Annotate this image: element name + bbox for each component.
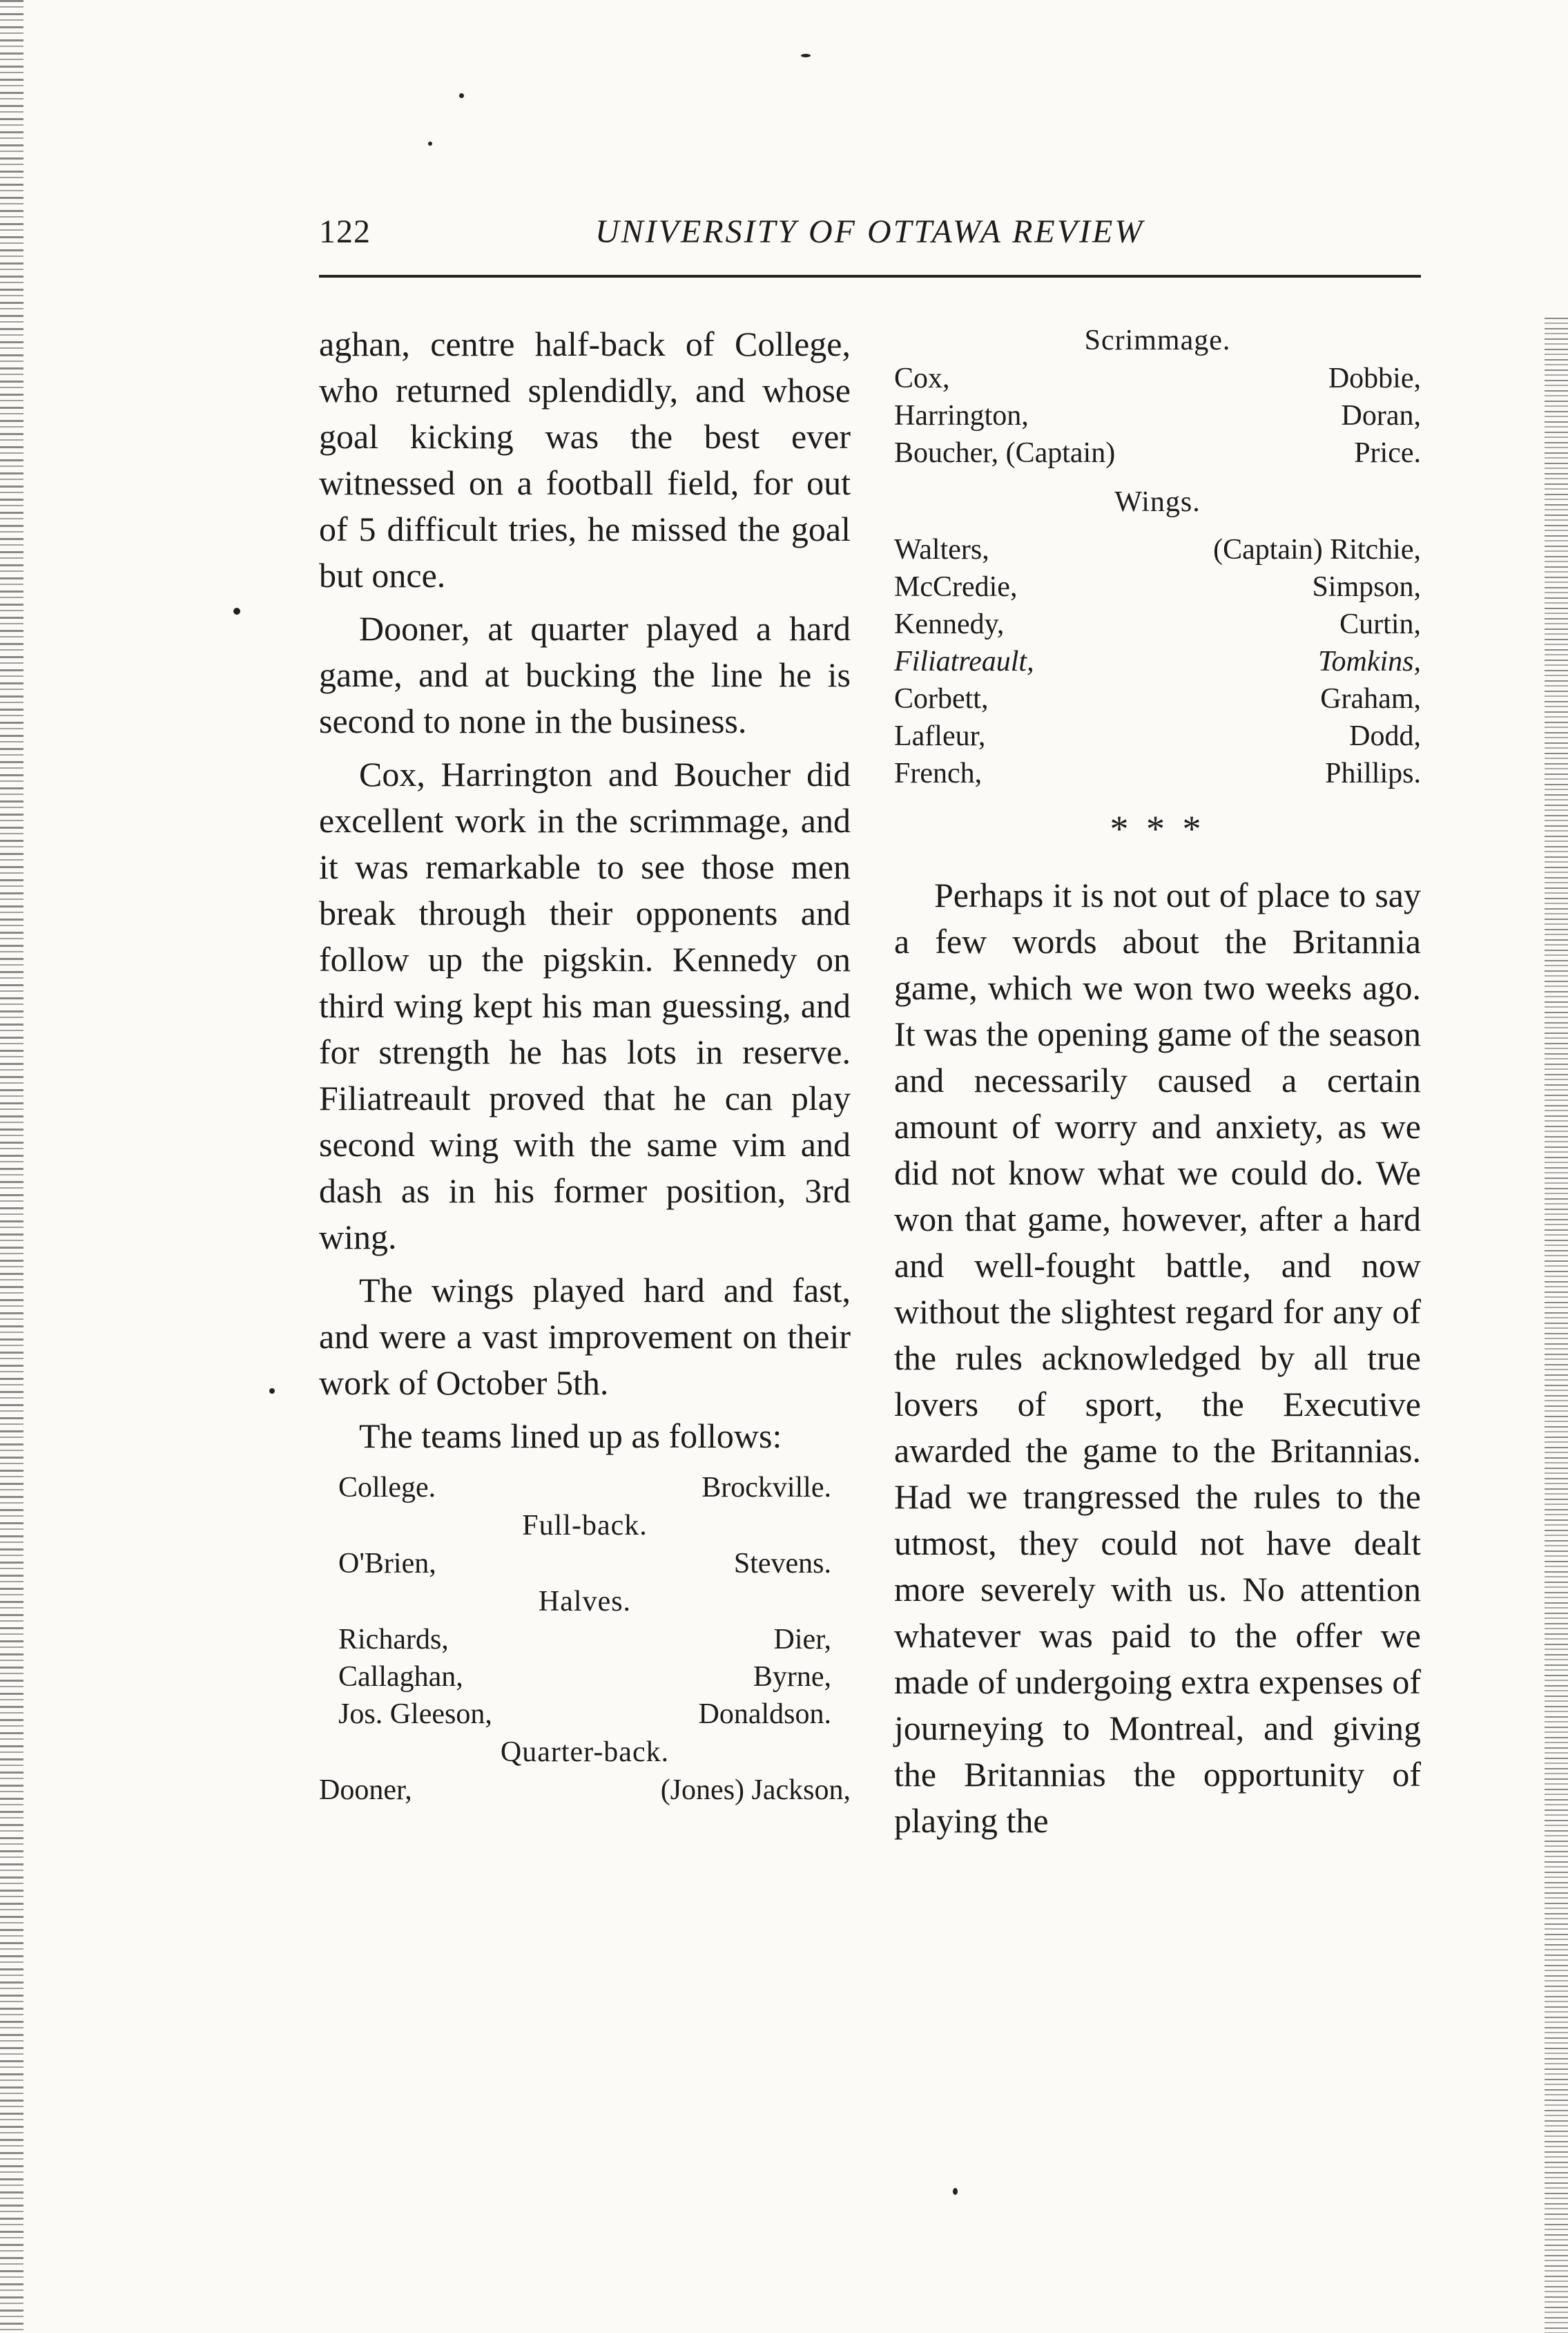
player-right: Doran, bbox=[1341, 400, 1421, 432]
lineup-row bbox=[894, 360, 1421, 397]
lineup-row bbox=[338, 1621, 831, 1658]
scan-edge-left bbox=[0, 0, 23, 2333]
player-right: Curtin, bbox=[1339, 608, 1421, 640]
lineup-row bbox=[894, 568, 1421, 606]
lineup-row bbox=[894, 606, 1421, 643]
paragraph: The teams lined up as follows: bbox=[359, 1417, 782, 1455]
lineup-row bbox=[894, 755, 1421, 792]
left-column bbox=[319, 321, 851, 1809]
position-heading: Halves. bbox=[538, 1586, 632, 1617]
player-left: Lafleur, bbox=[894, 720, 986, 752]
lineup-row bbox=[894, 680, 1421, 718]
player-right: Dobbie, bbox=[1328, 363, 1421, 394]
lineup-row bbox=[894, 397, 1421, 434]
scan-speck bbox=[233, 608, 240, 615]
player-left: Harrington, bbox=[894, 400, 1029, 432]
player-left: Callaghan, bbox=[338, 1661, 463, 1693]
scan-speck bbox=[428, 142, 432, 146]
player-left: Kennedy, bbox=[894, 608, 1005, 640]
header-rule bbox=[319, 275, 1421, 278]
player-left: Filiatreault, bbox=[894, 646, 1034, 678]
page-header bbox=[319, 207, 1421, 262]
player-right: (Jones) Jackson, bbox=[660, 1774, 851, 1806]
player-left: O'Brien, bbox=[338, 1548, 436, 1580]
lineup-continued bbox=[894, 321, 1421, 792]
scan-speck bbox=[801, 54, 811, 57]
lineup-row bbox=[319, 1772, 851, 1809]
lineup-row bbox=[894, 643, 1421, 680]
scan-speck bbox=[459, 93, 464, 98]
lineup-row bbox=[338, 1658, 831, 1696]
position-heading: Wings. bbox=[1114, 486, 1201, 518]
paragraph: aghan, centre half-back of College, who returned splendidly, and whose goal kicking was the best ever witnessed on a football field, for out of 5 difficult tries, he missed the goal but once. bbox=[319, 325, 851, 595]
running-title: UNIVERSITY OF OTTAWA REVIEW bbox=[595, 213, 1145, 250]
lineup-row bbox=[894, 718, 1421, 755]
page-number: 122 bbox=[319, 213, 371, 250]
player-right: Dier, bbox=[773, 1624, 831, 1655]
player-left: Jos. Gleeson, bbox=[338, 1698, 492, 1730]
player-left: Boucher, (Captain) bbox=[894, 437, 1116, 469]
team-name: College. bbox=[338, 1472, 436, 1504]
paragraph: Perhaps it is not out of place to say a few words about the Britannia game, which we won two weeks ago. It was the opening game of the season and necessarily caused a certain amount of worry and anxiety, as we did not know what we could do. We won that game, however, after a hard and well-fought battle, and now without the slightest regard for any of the rules acknowledged by all true lovers of sport, the Executive awarded the game to the Britannias. Had we trangressed the rules to the utmost, they could not have dealt more severely with us. No attention whatever was paid to the offer we made of undergoing extra expenses of journeying to Montreal, and giving the Britannias the opportunity of playing the bbox=[894, 876, 1421, 1840]
lineup-row bbox=[894, 434, 1421, 472]
player-right: Donaldson. bbox=[698, 1698, 831, 1730]
team-name: Brockville. bbox=[701, 1472, 831, 1504]
scan-speck bbox=[953, 2188, 958, 2195]
scan-edge-right bbox=[1545, 318, 1568, 2333]
lineup-row bbox=[338, 1545, 831, 1582]
scan-speck bbox=[269, 1388, 275, 1394]
lineup-college-brockville bbox=[319, 1469, 851, 1809]
player-left: Corbett, bbox=[894, 683, 989, 715]
player-right: Phillips. bbox=[1325, 758, 1421, 789]
lineup-row bbox=[894, 531, 1421, 568]
lineup-row bbox=[338, 1696, 831, 1733]
player-right: (Captain) Ritchie, bbox=[1213, 534, 1421, 566]
player-left: Dooner, bbox=[319, 1774, 412, 1806]
right-column bbox=[894, 321, 1421, 1844]
position-heading: Full-back. bbox=[522, 1510, 648, 1542]
paragraph: The wings played hard and fast, and were a vast improvement on their work of October 5th. bbox=[319, 1271, 851, 1402]
position-heading: Quarter-back. bbox=[500, 1736, 670, 1768]
player-left: McCredie, bbox=[894, 571, 1018, 603]
position-heading: Scrimmage. bbox=[1084, 325, 1231, 356]
player-left: Walters, bbox=[894, 534, 989, 566]
player-right: Stevens. bbox=[733, 1548, 831, 1580]
paragraph: Cox, Harrington and Boucher did excellent work in the scrimmage, and it was remarkable to see those men break through their opponents and follow up the pigskin. Kennedy on third wing kept his man guessing, and for strength he has lots in reserve. Filiatreault proved that he can play second wing with the same vim and dash as in his former position, 3rd wing. bbox=[319, 755, 851, 1256]
player-right: Price. bbox=[1354, 437, 1421, 469]
player-left: Cox, bbox=[894, 363, 950, 394]
asterism: * * * bbox=[1110, 808, 1206, 849]
lineup-team-row bbox=[338, 1469, 831, 1506]
player-right: Graham, bbox=[1320, 683, 1421, 715]
paragraph: Dooner, at quarter played a hard game, and at bucking the line he is second to none in the business. bbox=[319, 609, 851, 740]
player-right: Dodd, bbox=[1349, 720, 1421, 752]
player-left: Richards, bbox=[338, 1624, 449, 1655]
player-right: Byrne, bbox=[753, 1661, 831, 1693]
player-right: Simpson, bbox=[1312, 571, 1421, 603]
player-right: Tomkins, bbox=[1318, 646, 1421, 678]
player-left: French, bbox=[894, 758, 983, 789]
